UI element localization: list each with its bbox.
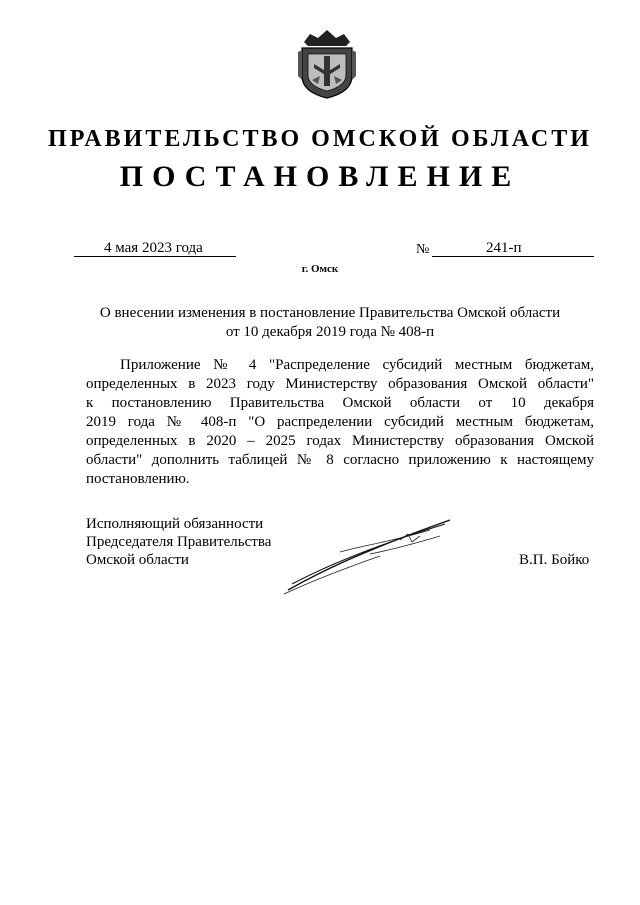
- document-number: 241-п: [486, 240, 522, 256]
- body-text-line: определенных в 2020 – 2025 годах Министерству образования Омской: [86, 433, 594, 449]
- body-text-line: к постановлению Правительства Омской области от 10 декабря: [86, 395, 594, 411]
- signer-title-line: Омской области: [86, 552, 189, 568]
- body-text-line: постановлению.: [86, 471, 190, 487]
- subject-line: от 10 декабря 2019 года № 408-п: [225, 324, 435, 340]
- body-text-line: определенных в 2023 году Министерству образования Омской области": [86, 376, 594, 392]
- coat-of-arms-emblem: [296, 28, 358, 100]
- city-name: г. Омск: [301, 263, 339, 275]
- subject-line: О внесении изменения в постановление Правительства Омской области: [99, 305, 561, 321]
- government-title: ПРАВИТЕЛЬСТВО ОМСКОЙ ОБЛАСТИ: [48, 126, 592, 152]
- document-date: 4 мая 2023 года: [104, 240, 203, 256]
- body-text-line: 2019 года № 408-п "О распределении субсидий местным бюджетам,: [86, 414, 594, 430]
- document-type-title: ПОСТАНОВЛЕНИЕ: [119, 160, 521, 193]
- body-text-line: области" дополнить таблицей № 8 согласно приложению к настоящему: [86, 452, 594, 468]
- signer-name: В.П. Бойко: [519, 552, 590, 568]
- body-text-line: Приложение № 4 "Распределение субсидий местным бюджетам,: [120, 357, 594, 373]
- number-sign: №: [416, 242, 430, 257]
- signer-title-line: Исполняющий обязанности: [86, 516, 264, 532]
- signer-title-line: Председателя Правительства: [86, 534, 272, 550]
- handwritten-signature: [280, 512, 460, 597]
